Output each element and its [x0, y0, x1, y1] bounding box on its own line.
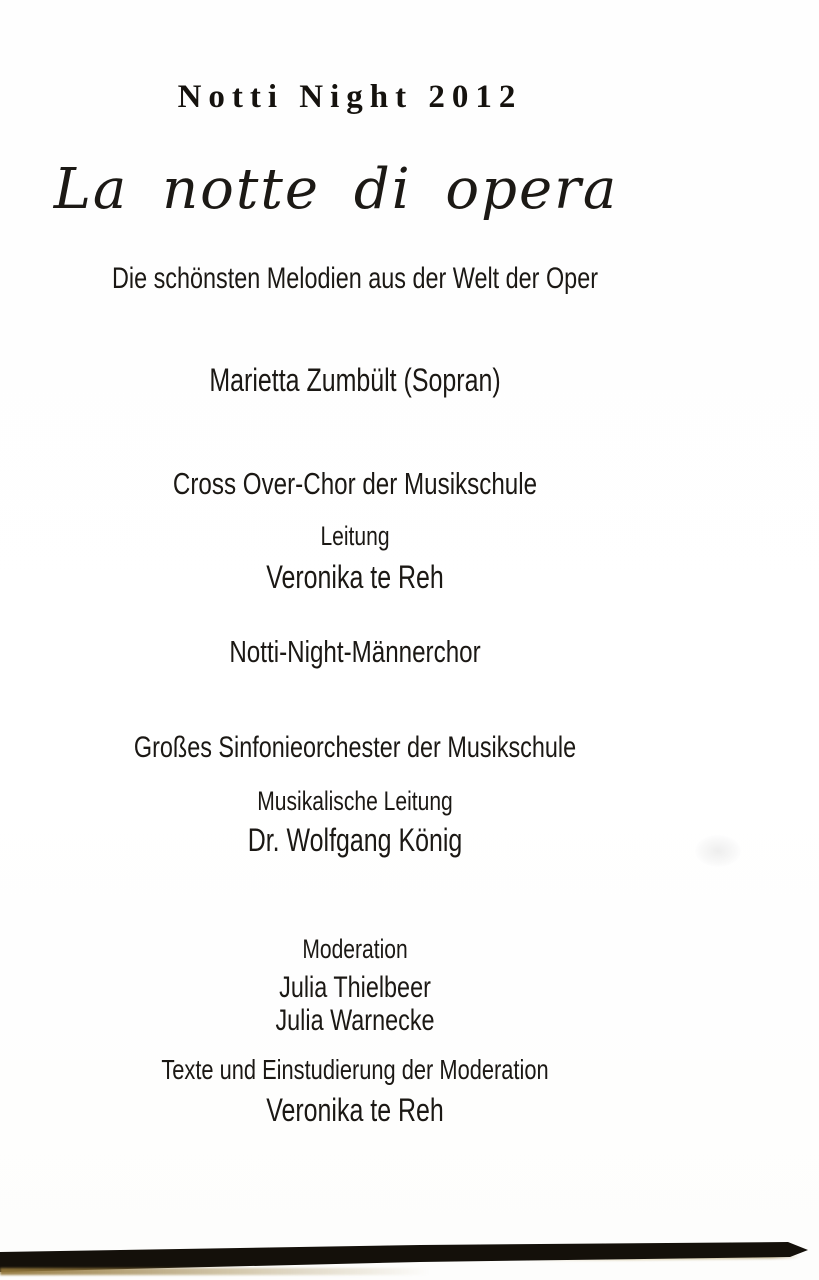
conductor-name: Dr. Wolfgang König	[247, 822, 463, 858]
scan-smudge	[695, 835, 741, 867]
event-title: Notti Night 2012	[177, 79, 523, 115]
soloist-name: Marietta Zumbült (Sopran)	[209, 362, 501, 398]
moderation-texts-label: Texte und Einstudierung der Moderation	[161, 1054, 549, 1085]
choir-role-label: Leitung	[320, 521, 390, 551]
orchestra-role-label: Musikalische Leitung	[257, 786, 453, 816]
opera-title-script: La notte di opera	[53, 157, 619, 222]
choir-director-name: Veronika te Reh	[266, 559, 444, 595]
orchestra-name: Großes Sinfonieorchester der Musikschule	[133, 731, 577, 764]
presenter-name: Julia Warnecke	[275, 1004, 435, 1037]
tagline: Die schönsten Melodien aus der Welt der Oper	[111, 262, 599, 295]
choir-name: Cross Over-Chor der Musikschule	[172, 466, 538, 501]
moderation-texts-author: Veronika te Reh	[266, 1092, 444, 1128]
mens-choir-name: Notti-Night-Männerchor	[229, 634, 481, 669]
moderation-label: Moderation	[302, 934, 408, 964]
presenter-name: Julia Thielbeer	[279, 971, 431, 1004]
scan-fringe	[0, 1268, 430, 1275]
